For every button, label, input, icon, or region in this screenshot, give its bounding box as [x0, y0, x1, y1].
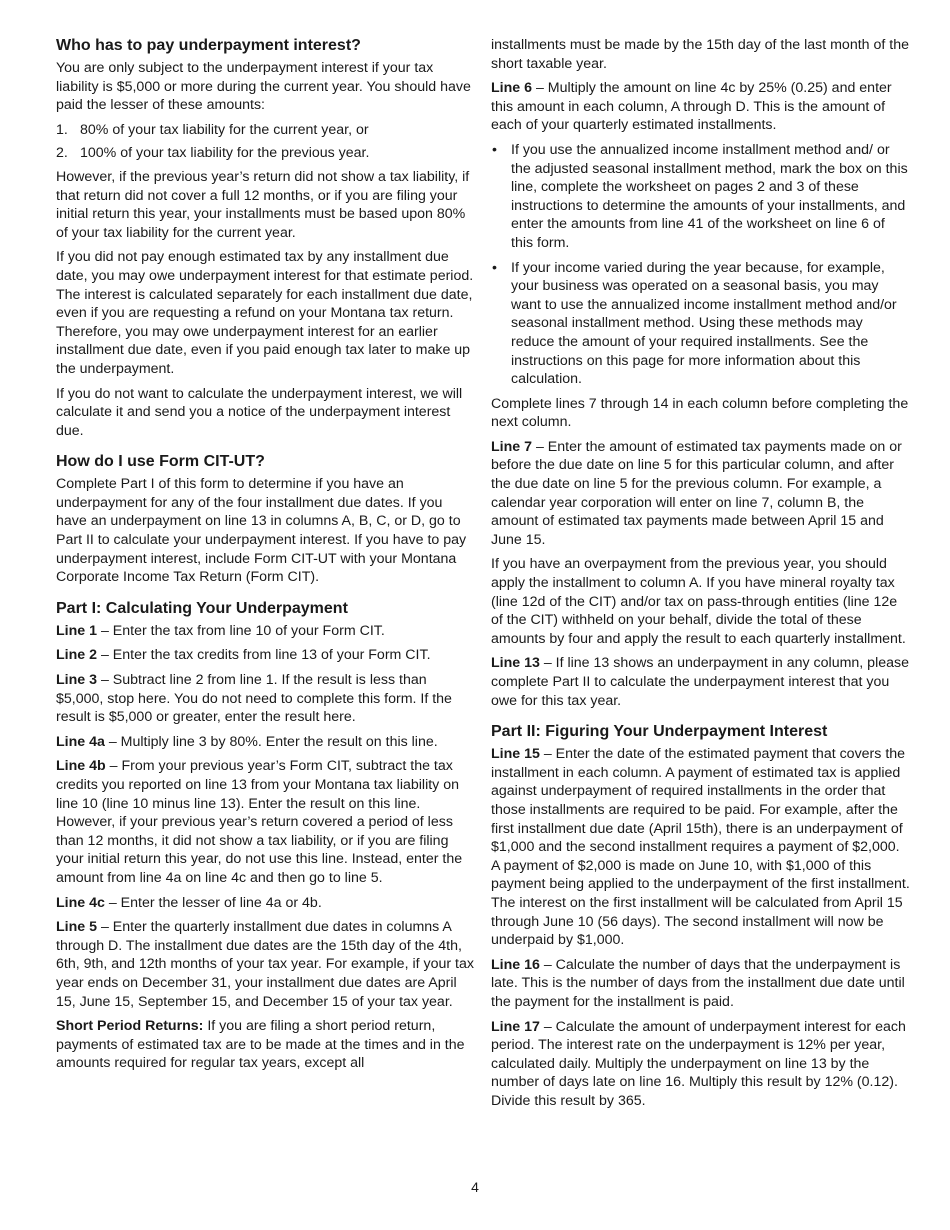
line-label: Line 3	[56, 672, 97, 689]
list-item	[491, 259, 910, 389]
line-3-instruction	[56, 671, 474, 727]
line-text: – From your previous year’s Form CIT, subtract the tax credits you reported on line 13 from your Montana tax liability on line 10 (line 10 minus line 13). Enter the result on this line. However, if your previous year’s return covered a period of less than 12 months, it did not show a tax liability, or if you are filing your initial return this year, do not use this line. Instead, enter the amount from line 4a on line 4c and then go to line 5.	[56, 758, 463, 886]
numbered-list	[56, 121, 474, 163]
line-5-instruction	[56, 918, 474, 1011]
line-label: Line 6	[491, 80, 532, 97]
heading-who-pays: Who has to pay underpayment interest?	[56, 37, 361, 54]
line-text: – Enter the tax from line 10 of your Form CIT.	[97, 622, 385, 639]
line-label: Line 1	[56, 622, 97, 639]
left-column	[56, 36, 474, 1079]
line-label: Line 7	[491, 438, 532, 455]
line-text: – Enter the tax credits from line 13 of your Form CIT.	[97, 647, 431, 664]
line-7-instruction	[491, 438, 910, 550]
line-15-instruction	[491, 745, 910, 950]
line-text: – Enter the amount of estimated tax payments made on or before the due date on line 5 for this particular column, and after the due date on line 5 for the previous column. For example, a calendar year corporation will enter on line 7, column B, the amount of estimated tax payments made between April 15 and June 15.	[491, 438, 902, 548]
line-2-instruction	[56, 646, 474, 665]
line-text: – Enter the quarterly installment due dates in columns A through D. The installment due dates are the 15th day of the 4th, 6th, 9th, and 12th months of your tax year. For example, if your tax year ends on December 31, your installment due dates are April 15, June 15, September 15, and December 15 of your tax year.	[56, 919, 474, 1010]
line-17-instruction	[491, 1018, 910, 1111]
document-page	[56, 36, 910, 1166]
bullet: •	[492, 259, 497, 276]
list-text: 80% of your tax liability for the current year, or	[80, 121, 369, 138]
paragraph: If you do not want to calculate the underpayment interest, we will calculate it and send you a notice of the underpayment interest due.	[56, 385, 463, 439]
line-text: – Multiply line 3 by 80%. Enter the result on this line.	[104, 733, 438, 750]
page-number: 4	[471, 1179, 479, 1195]
list-text: If your income varied during the year because, for example, your business was operated on a seasonal basis, you may want to use the annualized income installment method and/or seasonal installment method. Using these methods may reduce the amount of your required installments. See the instructions on this page for more information about this calculation.	[511, 259, 897, 388]
line-label: Line 5	[56, 919, 97, 936]
paragraph: However, if the previous year’s return did not show a tax liability, if that return did not cover a full 12 months, or if you are filing your initial return this year, your installments must be based upon 80% of your tax liability for the current year.	[56, 168, 470, 241]
line-label: Line 4a	[56, 733, 105, 750]
list-text: If you use the annualized income installment method and/ or the adjusted seasonal installment method, mark the box on this line, complete the worksheet on pages 2 and 3 of these instructions to determine the amounts of your installments, and enter the amounts from line 41 of the worksheet on line 6 of this form.	[511, 141, 908, 251]
paragraph: If you did not pay enough estimated tax by any installment due date, you may owe underpayment interest for that estimate period. The interest is calculated separately for each installment due date, even if you are requesting a refund on your Montana tax return. Therefore, you may owe underpayment interest for an earlier installment due date, even if you paid enough tax later to make up the underpayment.	[56, 249, 474, 377]
heading-part-2: Part II: Figuring Your Underpayment Interest	[491, 723, 828, 741]
paragraph: Complete Part I of this form to determine if you have an underpayment for any of the four installment due dates. If you have an underpayment on line 13 in columns A, B, C, or D, go to Part II to calculate your underpayment interest. If you have to pay underpayment interest, include Form CIT-UT with your Montana Corporate Income Tax Return (Form CIT).	[56, 476, 467, 586]
line-text: – Enter the date of the estimated payment that covers the installment in each column. A payment of estimated tax is applied against underpayment of required installments in the order that those installments are required to be paid. For example, after the first installment due date (April 15th), there is an underpayment of $1,000 and the second installment requires a payment of $2,000. A payment of $2,000 is made on June 10, with $1,000 of this payment being applied to the underpayment of the first installment. The interest on the first installment will be calculated from April 15 through June 10 (56 days). The second installment will now be underpaid by $1,000.	[491, 746, 910, 949]
paragraph: You are only subject to the underpayment interest if your tax liability is $5,000 or more during the current year. You should have paid the lesser of these amounts:	[56, 60, 471, 114]
list-item	[56, 144, 474, 163]
line-label: Line 16	[491, 956, 540, 973]
line-label: Line 4c	[56, 894, 105, 911]
line-text: If you are filing a short period return, payments of estimated tax are to be made at the times and in the amounts required for regular tax years, except all	[56, 1018, 465, 1072]
list-item	[491, 141, 910, 253]
line-4b-instruction	[56, 757, 474, 887]
line-text: – If line 13 shows an underpayment in any column, please complete Part II to calculate the underpayment interest that you owe for this tax year.	[491, 655, 909, 709]
paragraph: If you have an overpayment from the previous year, you should apply the installment to column A. If you have mineral royalty tax (line 12d of the CIT) and/or tax on pass-through entities (line 12e of the CIT) withheld on your behalf, divide the total of these amounts by four and apply the result to each quarterly installment.	[491, 556, 906, 647]
line-text: – Enter the lesser of line 4a or 4b.	[104, 894, 322, 911]
line-text: – Subtract line 2 from line 1. If the result is less than $5,000, stop here. You do not need to complete this form. If the result is $5,000 or greater, enter the result here.	[56, 672, 452, 726]
line-6-instruction	[491, 79, 910, 135]
list-item	[56, 121, 474, 140]
line-4c-instruction	[56, 894, 474, 913]
bullet-list	[491, 141, 910, 389]
list-number: 1.	[56, 121, 68, 138]
line-label: Line 2	[56, 647, 97, 664]
line-text: – Calculate the number of days that the underpayment is late. This is the number of days from the installment due date until the payment for the installment is paid.	[491, 956, 905, 1010]
list-text: 100% of your tax liability for the previous year.	[80, 145, 370, 162]
heading-how-to-use: How do I use Form CIT-UT?	[56, 453, 265, 471]
heading-part-1: Part I: Calculating Your Underpayment	[56, 599, 348, 617]
line-text: – Multiply the amount on line 4c by 25% (0.25) and enter this amount in each column, A through D. This is the amount of each of your quarterly estimated installments.	[491, 80, 892, 134]
bullet: •	[492, 141, 497, 158]
short-period-returns	[56, 1017, 474, 1073]
line-1-instruction	[56, 622, 474, 641]
line-4a-instruction	[56, 733, 474, 752]
line-label: Line 13	[491, 655, 540, 672]
line-label: Line 15	[491, 746, 540, 763]
line-text: – Calculate the amount of underpayment interest for each period. The interest rate on the underpayment is 12% per year, calculated daily. Multiply the underpayment on line 13 by the number of days late on line 16. Multiply this result by 12% (0.12). Divide this result by 365.	[491, 1018, 906, 1109]
line-label: Line 4b	[56, 758, 106, 775]
line-label: Line 17	[491, 1018, 540, 1035]
line-13-instruction	[491, 654, 910, 710]
list-number: 2.	[56, 145, 68, 162]
paragraph-continued: installments must be made by the 15th day of the last month of the short taxable year.	[491, 37, 909, 72]
line-16-instruction	[491, 956, 910, 1012]
right-column	[491, 36, 910, 1116]
line-label: Short Period Returns:	[56, 1018, 204, 1035]
paragraph: Complete lines 7 through 14 in each column before completing the next column.	[491, 395, 909, 431]
